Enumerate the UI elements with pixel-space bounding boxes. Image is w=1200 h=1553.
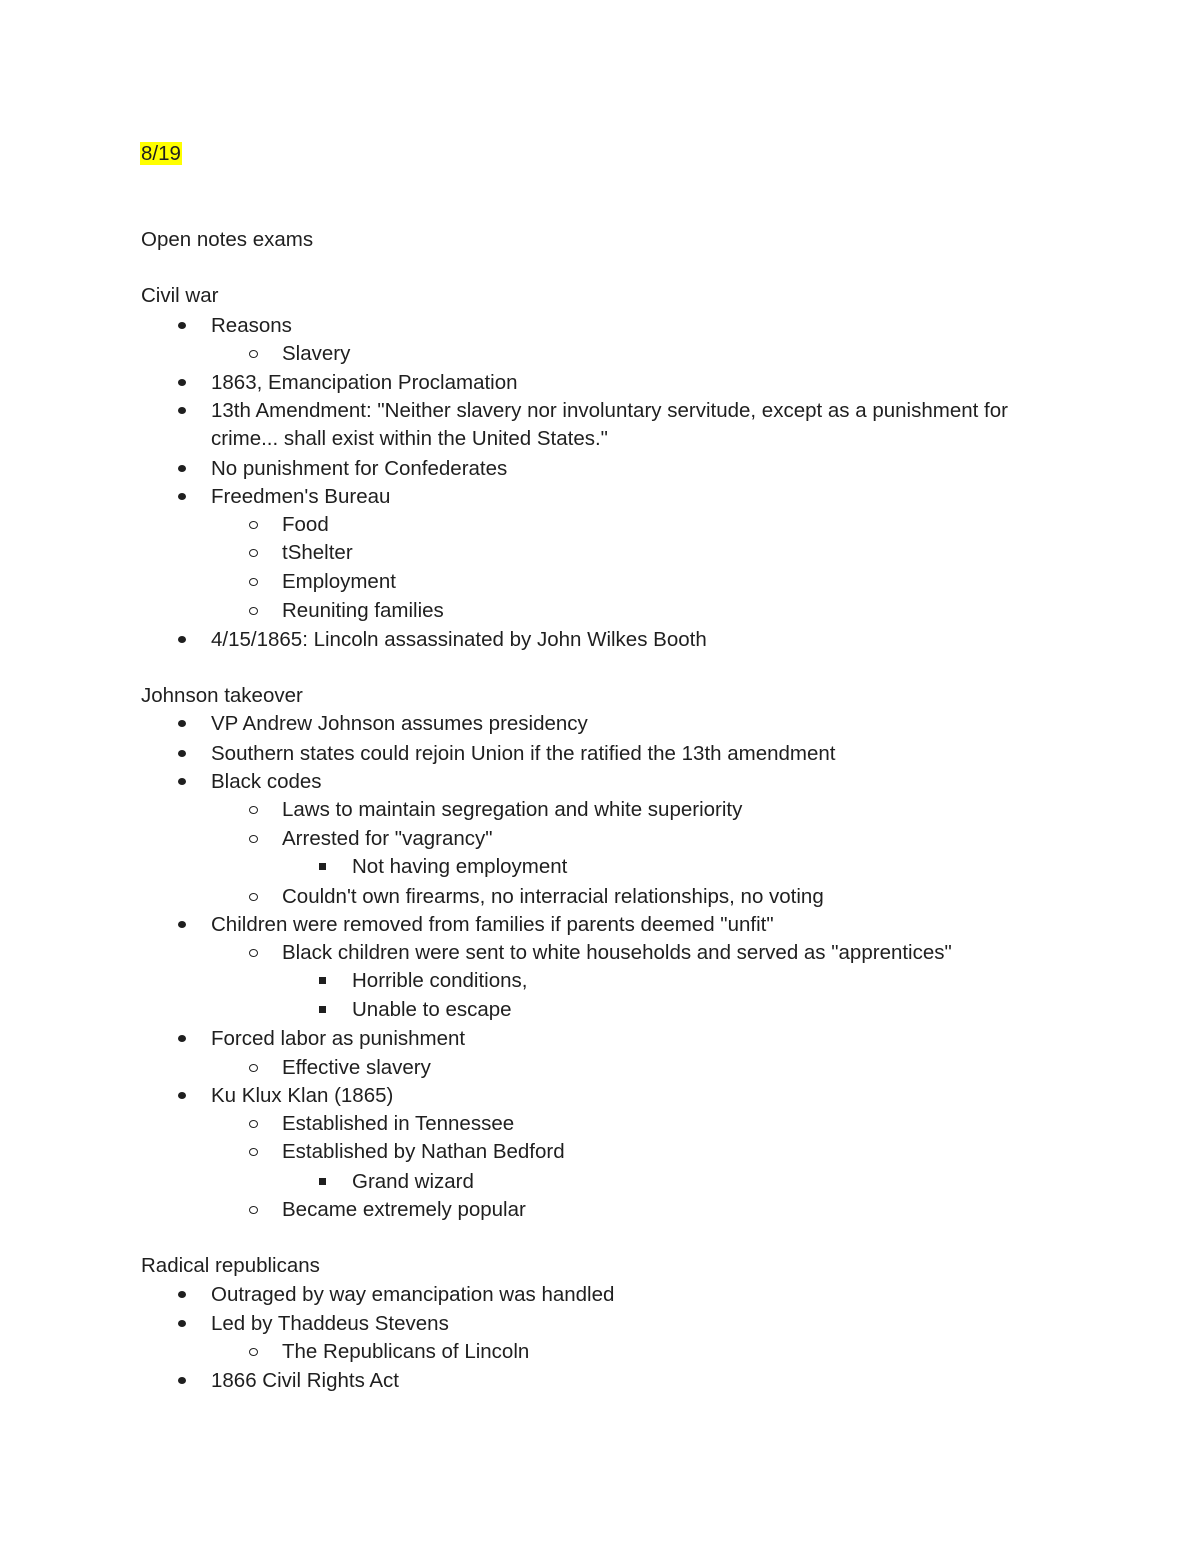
list-item: Forced labor as punishment — [211, 1027, 466, 1050]
list-item: Effective slavery — [282, 1056, 431, 1079]
bullet-circle — [249, 607, 258, 615]
bullet-circle — [249, 1206, 258, 1214]
date-highlight: 8/19 — [141, 142, 181, 165]
date-heading — [140, 140, 182, 168]
list-item: Ku Klux Klan (1865) — [211, 1084, 394, 1107]
bullet-circle — [249, 549, 258, 557]
list-item: Reasons — [211, 314, 292, 337]
list-item: Children were removed from families if parents deemed "unfit" — [211, 913, 774, 936]
bullet-disc — [178, 1092, 186, 1099]
bullet-disc — [178, 322, 186, 329]
list-item: Not having employment — [352, 855, 568, 878]
bullet-disc — [178, 1377, 186, 1384]
list-item: Laws to maintain segregation and white superiority — [282, 798, 743, 821]
bullet-disc — [178, 1320, 186, 1327]
bullet-circle — [249, 521, 258, 529]
bullet-circle — [249, 578, 258, 586]
section-heading-radical-republicans: Radical republicans — [141, 1254, 320, 1277]
list-item: Established by Nathan Bedford — [282, 1140, 565, 1163]
bullet-disc — [178, 407, 186, 414]
bullet-circle — [249, 1120, 258, 1128]
bullet-circle — [249, 835, 258, 843]
list-item: Arrested for "vagrancy" — [282, 827, 493, 850]
list-item: Couldn't own firearms, no interracial relationships, no voting — [282, 885, 824, 908]
bullet-disc — [178, 720, 186, 727]
list-item: Freedmen's Bureau — [211, 485, 391, 508]
list-item: Slavery — [282, 342, 351, 365]
bullet-circle — [249, 1064, 258, 1072]
list-item: Employment — [282, 570, 396, 593]
list-item: Unable to escape — [352, 998, 512, 1021]
list-item: Black children were sent to white households and served as "apprentices" — [282, 941, 952, 964]
bullet-circle — [249, 893, 258, 901]
list-item: Food — [282, 513, 329, 536]
intro-line: Open notes exams — [141, 228, 314, 251]
bullet-circle — [249, 949, 258, 957]
bullet-square — [319, 863, 326, 870]
list-item: Led by Thaddeus Stevens — [211, 1312, 449, 1335]
list-item: Southern states could rejoin Union if the ratified the 13th amendment — [211, 742, 836, 765]
bullet-square — [319, 1006, 326, 1013]
bullet-disc — [178, 465, 186, 472]
list-item: Horrible conditions, — [352, 969, 528, 992]
bullet-circle — [249, 350, 258, 358]
bullet-disc — [178, 778, 186, 785]
bullet-square — [319, 977, 326, 984]
list-item: Established in Tennessee — [282, 1112, 515, 1135]
list-item: 1863, Emancipation Proclamation — [211, 371, 518, 394]
bullet-disc — [178, 493, 186, 500]
list-item-continuation: crime... shall exist within the United States." — [211, 427, 608, 450]
list-item: Became extremely popular — [282, 1198, 526, 1221]
list-item: Outraged by way emancipation was handled — [211, 1283, 615, 1306]
list-item: Reuniting families — [282, 599, 444, 622]
list-item: 1866 Civil Rights Act — [211, 1369, 400, 1392]
bullet-circle — [249, 1148, 258, 1156]
list-item: Black codes — [211, 770, 322, 793]
bullet-circle — [249, 806, 258, 814]
bullet-disc — [178, 1035, 186, 1042]
list-item: The Republicans of Lincoln — [282, 1340, 530, 1363]
list-item: 4/15/1865: Lincoln assassinated by John Wilkes Booth — [211, 628, 707, 651]
list-item: 13th Amendment: "Neither slavery nor involuntary servitude, except as a punishment for — [211, 399, 1008, 422]
section-heading-civil-war: Civil war — [141, 284, 219, 307]
bullet-disc — [178, 921, 186, 928]
list-item: No punishment for Confederates — [211, 457, 508, 480]
section-heading-johnson-takeover: Johnson takeover — [141, 684, 303, 707]
bullet-disc — [178, 636, 186, 643]
bullet-disc — [178, 750, 186, 757]
bullet-circle — [249, 1348, 258, 1356]
list-item: Grand wizard — [352, 1170, 474, 1193]
list-item: tShelter — [282, 541, 353, 564]
bullet-disc — [178, 379, 186, 386]
bullet-disc — [178, 1291, 186, 1298]
list-item: VP Andrew Johnson assumes presidency — [211, 712, 588, 735]
bullet-square — [319, 1178, 326, 1185]
